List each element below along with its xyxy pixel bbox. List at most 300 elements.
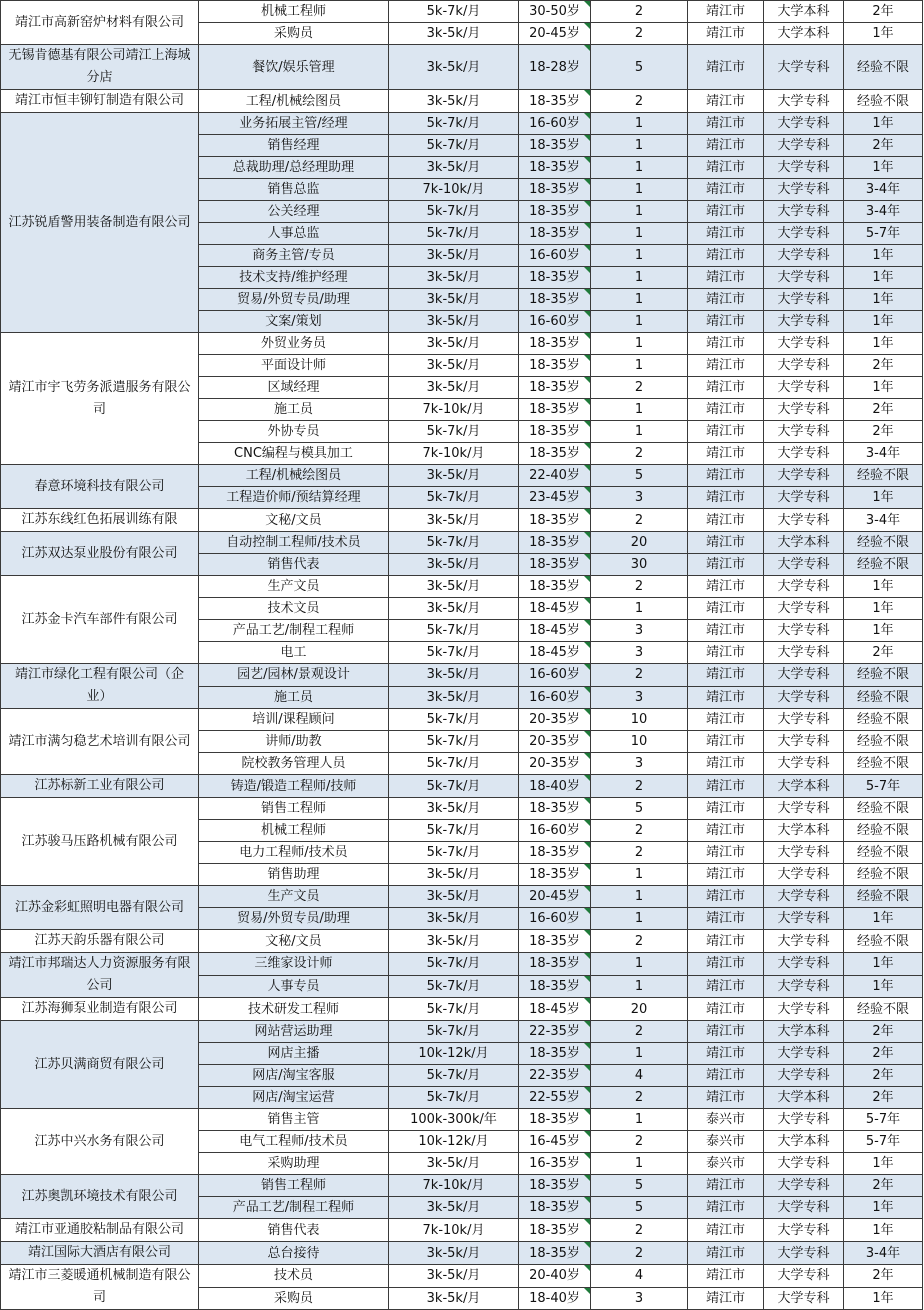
location-cell: 靖江市 <box>688 864 764 886</box>
company-name-cell: 江苏中兴水务有限公司 <box>1 1109 199 1175</box>
salary-cell: 5k-7k/月 <box>389 421 519 443</box>
job-title-cell: 文案/策划 <box>199 311 389 333</box>
company-group <box>1 1242 923 1265</box>
education-cell: 大学专科 <box>764 576 844 598</box>
location-cell: 靖江市 <box>688 775 764 798</box>
age-range-cell: 20-35岁 <box>519 731 591 753</box>
location-cell: 靖江市 <box>688 998 764 1021</box>
headcount-cell: 1 <box>591 421 688 443</box>
headcount-cell: 5 <box>591 45 688 90</box>
location-cell: 靖江市 <box>688 179 764 201</box>
salary-cell: 3k-5k/月 <box>389 554 519 576</box>
salary-cell: 3k-5k/月 <box>389 157 519 179</box>
headcount-cell: 2 <box>591 377 688 399</box>
location-cell: 靖江市 <box>688 245 764 267</box>
job-title-cell: 院校教务管理人员 <box>199 753 389 775</box>
education-cell: 大学本科 <box>764 532 844 554</box>
experience-cell: 2年 <box>844 355 923 377</box>
job-title-cell: 区域经理 <box>199 377 389 399</box>
company-group <box>1 1175 923 1219</box>
location-cell: 泰兴市 <box>688 1131 764 1153</box>
salary-cell: 3k-5k/月 <box>389 1265 519 1288</box>
company-group <box>1 113 923 333</box>
experience-cell: 1年 <box>844 1153 923 1175</box>
job-title-cell: 机械工程师 <box>199 820 389 842</box>
age-range-cell: 18-35岁 <box>519 1175 591 1197</box>
salary-cell: 5k-7k/月 <box>389 223 519 245</box>
job-title-cell: 外协专员 <box>199 421 389 443</box>
location-cell: 靖江市 <box>688 90 764 113</box>
salary-cell: 5k-7k/月 <box>389 620 519 642</box>
table-row <box>1 998 923 1021</box>
salary-cell: 7k-10k/月 <box>389 399 519 421</box>
salary-cell: 3k-5k/月 <box>389 930 519 953</box>
education-cell: 大学专科 <box>764 908 844 930</box>
job-title-cell: 园艺/园林/景观设计 <box>199 664 389 687</box>
job-title-cell: 业务拓展主管/经理 <box>199 113 389 135</box>
table-row <box>1 930 923 953</box>
headcount-cell: 3 <box>591 487 688 509</box>
headcount-cell: 1 <box>591 267 688 289</box>
table-row <box>1 90 923 113</box>
headcount-cell: 10 <box>591 709 688 731</box>
location-cell: 靖江市 <box>688 1065 764 1087</box>
education-cell: 大学专科 <box>764 731 844 753</box>
age-range-cell: 18-35岁 <box>519 135 591 157</box>
headcount-cell: 2 <box>591 509 688 532</box>
location-cell: 靖江市 <box>688 377 764 399</box>
salary-cell: 3k-5k/月 <box>389 289 519 311</box>
job-title-cell: 技术支持/维护经理 <box>199 267 389 289</box>
salary-cell: 3k-5k/月 <box>389 311 519 333</box>
job-title-cell: 采购员 <box>199 23 389 45</box>
location-cell: 靖江市 <box>688 842 764 864</box>
experience-cell: 1年 <box>844 113 923 135</box>
education-cell: 大学专科 <box>764 664 844 687</box>
experience-cell: 1年 <box>844 1287 923 1310</box>
headcount-cell: 5 <box>591 1197 688 1219</box>
education-cell: 大学专科 <box>764 930 844 953</box>
company-group <box>1 45 923 90</box>
job-title-cell: 技术研发工程师 <box>199 998 389 1021</box>
location-cell: 靖江市 <box>688 399 764 421</box>
location-cell: 靖江市 <box>688 113 764 135</box>
age-range-cell: 18-45岁 <box>519 998 591 1021</box>
salary-cell: 5k-7k/月 <box>389 1087 519 1109</box>
experience-cell: 1年 <box>844 267 923 289</box>
job-title-cell: 总台接待 <box>199 1242 389 1265</box>
company-name-cell: 靖江市绿化工程有限公司（企业） <box>1 664 199 709</box>
experience-cell: 经验不限 <box>844 798 923 820</box>
salary-cell: 5k-7k/月 <box>389 1065 519 1087</box>
job-title-cell: 文秘/文员 <box>199 509 389 532</box>
experience-cell: 经验不限 <box>844 820 923 842</box>
education-cell: 大学专科 <box>764 798 844 820</box>
education-cell: 大学专科 <box>764 245 844 267</box>
headcount-cell: 2 <box>591 1131 688 1153</box>
company-name-cell: 靖江市宇飞劳务派遣服务有限公司 <box>1 333 199 465</box>
headcount-cell: 1 <box>591 864 688 886</box>
job-title-cell: 文秘/文员 <box>199 930 389 953</box>
job-title-cell: 网店主播 <box>199 1043 389 1065</box>
education-cell: 大学专科 <box>764 1153 844 1175</box>
experience-cell: 2年 <box>844 642 923 664</box>
location-cell: 靖江市 <box>688 731 764 753</box>
headcount-cell: 2 <box>591 842 688 864</box>
experience-cell: 1年 <box>844 1197 923 1219</box>
headcount-cell: 5 <box>591 465 688 487</box>
salary-cell: 3k-5k/月 <box>389 864 519 886</box>
education-cell: 大学本科 <box>764 1 844 23</box>
education-cell: 大学本科 <box>764 1131 844 1153</box>
age-range-cell: 18-35岁 <box>519 554 591 576</box>
education-cell: 大学专科 <box>764 1287 844 1310</box>
experience-cell: 经验不限 <box>844 686 923 709</box>
job-title-cell: 网站营运助理 <box>199 1021 389 1043</box>
education-cell: 大学专科 <box>764 223 844 245</box>
job-title-cell: 工程/机械绘图员 <box>199 90 389 113</box>
experience-cell: 2年 <box>844 1043 923 1065</box>
headcount-cell: 2 <box>591 90 688 113</box>
headcount-cell: 1 <box>591 355 688 377</box>
job-title-cell: 销售工程师 <box>199 1175 389 1197</box>
experience-cell: 3-4年 <box>844 443 923 465</box>
experience-cell: 5-7年 <box>844 1109 923 1131</box>
age-range-cell: 16-60岁 <box>519 311 591 333</box>
salary-cell: 10k-12k/月 <box>389 1131 519 1153</box>
education-cell: 大学本科 <box>764 775 844 798</box>
age-range-cell: 18-35岁 <box>519 1197 591 1219</box>
headcount-cell: 1 <box>591 333 688 355</box>
experience-cell: 2年 <box>844 399 923 421</box>
job-title-cell: 销售经理 <box>199 135 389 157</box>
salary-cell: 3k-5k/月 <box>389 1197 519 1219</box>
job-title-cell: 销售主管 <box>199 1109 389 1131</box>
salary-cell: 3k-5k/月 <box>389 576 519 598</box>
salary-cell: 3k-5k/月 <box>389 1287 519 1310</box>
company-name-cell: 无锡肯德基有限公司靖江上海城分店 <box>1 45 199 90</box>
company-name-cell: 靖江国际大酒店有限公司 <box>1 1242 199 1265</box>
job-title-cell: 贸易/外贸专员/助理 <box>199 908 389 930</box>
location-cell: 靖江市 <box>688 157 764 179</box>
headcount-cell: 2 <box>591 1 688 23</box>
education-cell: 大学专科 <box>764 1043 844 1065</box>
table-row <box>1 1 923 23</box>
table-row <box>1 576 923 598</box>
age-range-cell: 18-45岁 <box>519 620 591 642</box>
job-title-cell: 网店/淘宝运营 <box>199 1087 389 1109</box>
company-name-cell: 江苏标新工业有限公司 <box>1 775 199 798</box>
headcount-cell: 1 <box>591 1043 688 1065</box>
salary-cell: 7k-10k/月 <box>389 1175 519 1197</box>
headcount-cell: 1 <box>591 289 688 311</box>
experience-cell: 3-4年 <box>844 201 923 223</box>
company-name-cell: 江苏贝满商贸有限公司 <box>1 1021 199 1109</box>
headcount-cell: 2 <box>591 576 688 598</box>
education-cell: 大学本科 <box>764 820 844 842</box>
headcount-cell: 20 <box>591 532 688 554</box>
experience-cell: 5-7年 <box>844 223 923 245</box>
company-group <box>1 1 923 45</box>
headcount-cell: 2 <box>591 1021 688 1043</box>
job-title-cell: 销售代表 <box>199 1219 389 1242</box>
age-range-cell: 20-35岁 <box>519 709 591 731</box>
salary-cell: 5k-7k/月 <box>389 775 519 798</box>
location-cell: 靖江市 <box>688 1219 764 1242</box>
age-range-cell: 18-35岁 <box>519 421 591 443</box>
salary-cell: 5k-7k/月 <box>389 135 519 157</box>
age-range-cell: 16-60岁 <box>519 113 591 135</box>
company-name-cell: 靖江市高新窑炉材料有限公司 <box>1 1 199 45</box>
experience-cell: 1年 <box>844 576 923 598</box>
salary-cell: 7k-10k/月 <box>389 1219 519 1242</box>
table-row <box>1 465 923 487</box>
job-title-cell: 销售代表 <box>199 554 389 576</box>
experience-cell: 经验不限 <box>844 45 923 90</box>
salary-cell: 3k-5k/月 <box>389 886 519 908</box>
location-cell: 靖江市 <box>688 201 764 223</box>
location-cell: 靖江市 <box>688 1021 764 1043</box>
experience-cell: 1年 <box>844 377 923 399</box>
job-title-cell: 外贸业务员 <box>199 333 389 355</box>
table-row <box>1 798 923 820</box>
experience-cell: 1年 <box>844 157 923 179</box>
location-cell: 靖江市 <box>688 135 764 157</box>
location-cell: 靖江市 <box>688 355 764 377</box>
job-title-cell: 技术文员 <box>199 598 389 620</box>
headcount-cell: 5 <box>591 1175 688 1197</box>
location-cell: 靖江市 <box>688 1287 764 1310</box>
experience-cell: 2年 <box>844 421 923 443</box>
salary-cell: 7k-10k/月 <box>389 179 519 201</box>
experience-cell: 1年 <box>844 1219 923 1242</box>
age-range-cell: 18-35岁 <box>519 201 591 223</box>
experience-cell: 1年 <box>844 289 923 311</box>
salary-cell: 3k-5k/月 <box>389 1153 519 1175</box>
experience-cell: 经验不限 <box>844 864 923 886</box>
job-title-cell: 施工员 <box>199 399 389 421</box>
location-cell: 靖江市 <box>688 664 764 687</box>
job-title-cell: 工程/机械绘图员 <box>199 465 389 487</box>
job-title-cell: 机械工程师 <box>199 1 389 23</box>
age-range-cell: 16-60岁 <box>519 245 591 267</box>
company-name-cell: 江苏奥凯环境技术有限公司 <box>1 1175 199 1219</box>
education-cell: 大学专科 <box>764 998 844 1021</box>
education-cell: 大学专科 <box>764 157 844 179</box>
education-cell: 大学专科 <box>764 509 844 532</box>
job-title-cell: 自动控制工程师/技术员 <box>199 532 389 554</box>
salary-cell: 3k-5k/月 <box>389 245 519 267</box>
age-range-cell: 18-35岁 <box>519 1219 591 1242</box>
education-cell: 大学专科 <box>764 620 844 642</box>
experience-cell: 1年 <box>844 975 923 998</box>
location-cell: 靖江市 <box>688 686 764 709</box>
age-range-cell: 18-40岁 <box>519 775 591 798</box>
company-group <box>1 532 923 576</box>
education-cell: 大学专科 <box>764 399 844 421</box>
experience-cell: 2年 <box>844 1 923 23</box>
education-cell: 大学专科 <box>764 842 844 864</box>
job-title-cell: 技术员 <box>199 1265 389 1288</box>
location-cell: 靖江市 <box>688 487 764 509</box>
location-cell: 泰兴市 <box>688 1109 764 1131</box>
headcount-cell: 10 <box>591 731 688 753</box>
company-group <box>1 333 923 465</box>
age-range-cell: 18-35岁 <box>519 289 591 311</box>
age-range-cell: 18-40岁 <box>519 1287 591 1310</box>
company-group <box>1 576 923 664</box>
location-cell: 靖江市 <box>688 642 764 664</box>
company-group <box>1 709 923 775</box>
headcount-cell: 3 <box>591 642 688 664</box>
experience-cell: 1年 <box>844 23 923 45</box>
experience-cell: 1年 <box>844 245 923 267</box>
company-name-cell: 江苏天韵乐器有限公司 <box>1 930 199 953</box>
experience-cell: 1年 <box>844 620 923 642</box>
location-cell: 靖江市 <box>688 908 764 930</box>
salary-cell: 3k-5k/月 <box>389 908 519 930</box>
salary-cell: 3k-5k/月 <box>389 333 519 355</box>
education-cell: 大学专科 <box>764 886 844 908</box>
salary-cell: 10k-12k/月 <box>389 1043 519 1065</box>
location-cell: 靖江市 <box>688 289 764 311</box>
company-name-cell: 靖江市邦瑞达人力资源服务有限公司 <box>1 953 199 998</box>
location-cell: 泰兴市 <box>688 1153 764 1175</box>
table-row <box>1 775 923 798</box>
education-cell: 大学专科 <box>764 598 844 620</box>
age-range-cell: 18-35岁 <box>519 798 591 820</box>
headcount-cell: 4 <box>591 1265 688 1288</box>
experience-cell: 2年 <box>844 1087 923 1109</box>
salary-cell: 3k-5k/月 <box>389 267 519 289</box>
location-cell: 靖江市 <box>688 1043 764 1065</box>
company-group <box>1 998 923 1021</box>
age-range-cell: 20-40岁 <box>519 1265 591 1288</box>
job-title-cell: 铸造/锻造工程师/技师 <box>199 775 389 798</box>
headcount-cell: 1 <box>591 886 688 908</box>
education-cell: 大学专科 <box>764 333 844 355</box>
salary-cell: 5k-7k/月 <box>389 820 519 842</box>
headcount-cell: 1 <box>591 953 688 976</box>
education-cell: 大学专科 <box>764 1219 844 1242</box>
headcount-cell: 1 <box>591 598 688 620</box>
age-range-cell: 18-35岁 <box>519 90 591 113</box>
age-range-cell: 18-35岁 <box>519 399 591 421</box>
headcount-cell: 3 <box>591 620 688 642</box>
salary-cell: 5k-7k/月 <box>389 642 519 664</box>
location-cell: 靖江市 <box>688 620 764 642</box>
location-cell: 靖江市 <box>688 820 764 842</box>
headcount-cell: 5 <box>591 798 688 820</box>
job-title-cell: 采购员 <box>199 1287 389 1310</box>
salary-cell: 3k-5k/月 <box>389 355 519 377</box>
location-cell: 靖江市 <box>688 223 764 245</box>
job-title-cell: 产品工艺/制程工程师 <box>199 620 389 642</box>
experience-cell: 经验不限 <box>844 554 923 576</box>
age-range-cell: 18-35岁 <box>519 443 591 465</box>
company-group <box>1 1109 923 1175</box>
table-row <box>1 886 923 908</box>
headcount-cell: 1 <box>591 1153 688 1175</box>
job-title-cell: 生产文员 <box>199 576 389 598</box>
company-name-cell: 江苏海狮泵业制造有限公司 <box>1 998 199 1021</box>
headcount-cell: 1 <box>591 975 688 998</box>
location-cell: 靖江市 <box>688 23 764 45</box>
age-range-cell: 16-60岁 <box>519 664 591 687</box>
education-cell: 大学专科 <box>764 377 844 399</box>
job-title-cell: 电气工程师/技术员 <box>199 1131 389 1153</box>
company-group <box>1 1021 923 1109</box>
age-range-cell: 18-35岁 <box>519 1109 591 1131</box>
location-cell: 靖江市 <box>688 509 764 532</box>
job-title-cell: 三维家设计师 <box>199 953 389 976</box>
age-range-cell: 22-40岁 <box>519 465 591 487</box>
table-row <box>1 709 923 731</box>
experience-cell: 经验不限 <box>844 90 923 113</box>
age-range-cell: 18-35岁 <box>519 333 591 355</box>
location-cell: 靖江市 <box>688 554 764 576</box>
salary-cell: 5k-7k/月 <box>389 532 519 554</box>
location-cell: 靖江市 <box>688 465 764 487</box>
table-row <box>1 1219 923 1242</box>
company-name-cell: 江苏双达泵业股份有限公司 <box>1 532 199 576</box>
table-row <box>1 509 923 532</box>
age-range-cell: 20-45岁 <box>519 886 591 908</box>
education-cell: 大学专科 <box>764 443 844 465</box>
headcount-cell: 1 <box>591 201 688 223</box>
education-cell: 大学专科 <box>764 355 844 377</box>
headcount-cell: 1 <box>591 399 688 421</box>
location-cell: 靖江市 <box>688 1175 764 1197</box>
age-range-cell: 20-45岁 <box>519 23 591 45</box>
education-cell: 大学专科 <box>764 289 844 311</box>
experience-cell: 1年 <box>844 908 923 930</box>
location-cell: 靖江市 <box>688 1087 764 1109</box>
salary-cell: 3k-5k/月 <box>389 686 519 709</box>
salary-cell: 5k-7k/月 <box>389 1 519 23</box>
salary-cell: 5k-7k/月 <box>389 842 519 864</box>
age-range-cell: 18-35岁 <box>519 157 591 179</box>
education-cell: 大学专科 <box>764 1109 844 1131</box>
age-range-cell: 18-28岁 <box>519 45 591 90</box>
education-cell: 大学专科 <box>764 201 844 223</box>
headcount-cell: 1 <box>591 223 688 245</box>
company-name-cell: 靖江市恒丰铆钉制造有限公司 <box>1 90 199 113</box>
company-group <box>1 930 923 953</box>
location-cell: 靖江市 <box>688 45 764 90</box>
experience-cell: 1年 <box>844 333 923 355</box>
age-range-cell: 18-35岁 <box>519 355 591 377</box>
job-title-cell: 商务主管/专员 <box>199 245 389 267</box>
experience-cell: 经验不限 <box>844 465 923 487</box>
company-group <box>1 90 923 113</box>
education-cell: 大学专科 <box>764 953 844 976</box>
headcount-cell: 2 <box>591 820 688 842</box>
age-range-cell: 16-35岁 <box>519 1153 591 1175</box>
table-row <box>1 1021 923 1043</box>
job-title-cell: 平面设计师 <box>199 355 389 377</box>
experience-cell: 2年 <box>844 1021 923 1043</box>
headcount-cell: 3 <box>591 686 688 709</box>
experience-cell: 经验不限 <box>844 753 923 775</box>
company-name-cell: 靖江市三菱暖通机械制造有限公司 <box>1 1265 199 1310</box>
experience-cell: 2年 <box>844 1265 923 1288</box>
location-cell: 靖江市 <box>688 443 764 465</box>
experience-cell: 经验不限 <box>844 842 923 864</box>
age-range-cell: 18-35岁 <box>519 1242 591 1265</box>
experience-cell: 1年 <box>844 311 923 333</box>
salary-cell: 5k-7k/月 <box>389 998 519 1021</box>
